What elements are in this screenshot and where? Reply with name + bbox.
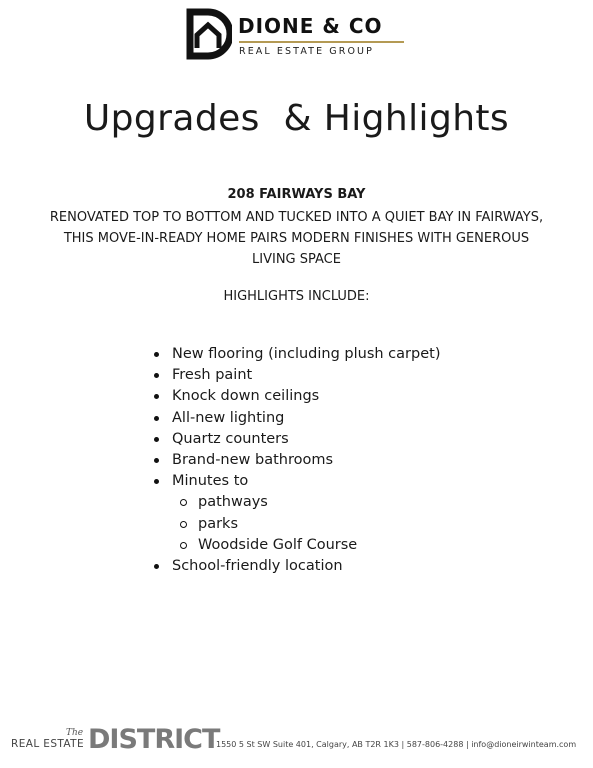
- hollow-bullet-icon: [180, 499, 187, 506]
- footer-brand-district: DISTRICT: [88, 724, 220, 755]
- list-item-label: Brand-new bathrooms: [172, 452, 334, 469]
- list-item: [154, 471, 440, 492]
- hollow-bullet-icon: [180, 521, 187, 528]
- list-item: [154, 408, 440, 429]
- bullet-icon: [154, 352, 159, 357]
- list-item: [154, 429, 440, 450]
- logo-divider: [239, 41, 404, 43]
- footer: [0, 720, 593, 768]
- house-logo-icon: [186, 8, 232, 60]
- sub-list-item-label: Woodside Golf Course: [198, 536, 358, 553]
- list-item: [154, 344, 440, 365]
- footer-brand-real-estate: REAL ESTATE: [11, 738, 85, 750]
- property-address: 208 FAIRWAYS BAY: [227, 187, 366, 202]
- list-item-label: Quartz counters: [172, 430, 289, 447]
- bullet-icon: [154, 458, 159, 463]
- footer-contact-info: 1550 5 St SW Suite 401, Calgary, AB T2R 1K3 | 587-806-4288 | info@dioneirwinteam.com: [216, 740, 577, 749]
- bullet-icon: [154, 416, 159, 421]
- logo-name: DIONE & CO: [238, 14, 383, 38]
- logo-subtitle: REAL ESTATE GROUP: [239, 46, 374, 57]
- footer-brand-the: The: [66, 728, 84, 738]
- bullet-icon: [154, 373, 159, 378]
- list-item: [154, 450, 440, 471]
- list-item: [154, 365, 440, 386]
- intro-paragraph: RENOVATED TOP TO BOTTOM AND TUCKED INTO A QUIET BAY IN FAIRWAYS, THIS MOVE-IN-READY HOME PAIRS MODERN FINISHES WITH GENEROUS LIVING SPACE: [49, 210, 544, 267]
- list-item: [154, 556, 440, 577]
- page-title: Upgrades & Highlights: [83, 98, 510, 139]
- list-item-label: Minutes to: [172, 473, 249, 490]
- bullet-icon: [154, 394, 159, 399]
- sub-list-item: [154, 492, 440, 513]
- list-item-label: New flooring (including plush carpet): [172, 346, 441, 362]
- list-item-label: Knock down ceilings: [172, 388, 320, 405]
- highlights-heading: HIGHLIGHTS INCLUDE:: [223, 289, 370, 304]
- hollow-bullet-icon: [180, 542, 187, 549]
- sub-list-item-label: pathways: [198, 494, 268, 511]
- bullet-icon: [154, 479, 159, 484]
- list-item-label: All-new lighting: [172, 409, 285, 426]
- bullet-icon: [154, 437, 159, 442]
- highlights-list: [154, 344, 440, 577]
- bullet-icon: [154, 564, 159, 569]
- list-item-label: School-friendly location: [172, 558, 343, 575]
- sub-list-item-label: parks: [198, 515, 239, 532]
- list-item-label: Fresh paint: [172, 367, 253, 384]
- list-item: [154, 386, 440, 407]
- sub-list-item: [154, 535, 440, 556]
- sub-list-item: [154, 514, 440, 535]
